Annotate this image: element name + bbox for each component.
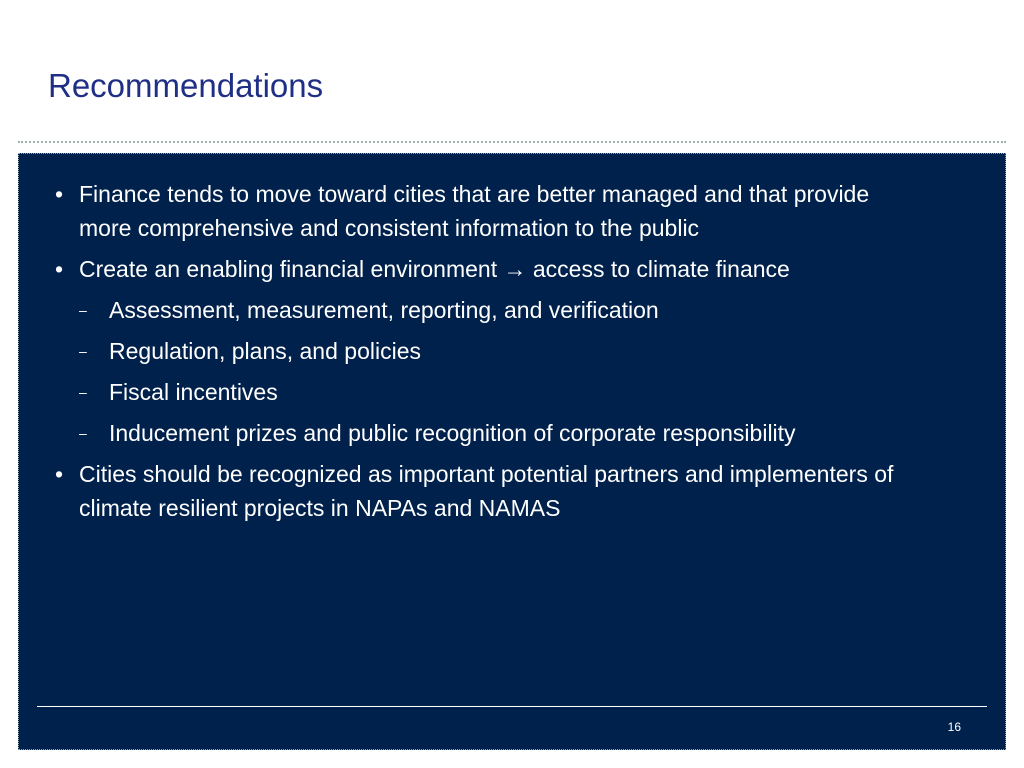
sub-bullet-assessment bbox=[79, 293, 919, 327]
footer-divider bbox=[37, 706, 987, 707]
slide-title: Recommendations bbox=[48, 67, 324, 104]
sub-bullet-regulation bbox=[79, 334, 919, 368]
content-panel bbox=[18, 153, 1006, 750]
bullet-list bbox=[19, 177, 919, 532]
bullet-text: Finance tends to move toward cities that are better managed and that provide more comprehensive and consistent information to the public bbox=[79, 181, 870, 241]
dash-marker: – bbox=[79, 425, 87, 441]
sub-bullet-fiscal-incentives bbox=[79, 375, 919, 409]
dash-marker: – bbox=[79, 384, 87, 400]
bullet-marker: • bbox=[55, 181, 64, 207]
sub-bullet-list bbox=[79, 293, 919, 450]
sub-bullet-text: Assessment, measurement, reporting, and verification bbox=[109, 297, 659, 323]
bullet-text: Create an enabling financial environment → access to climate finance bbox=[79, 256, 790, 282]
bullet-item-enabling-environment bbox=[19, 252, 919, 450]
bullet-marker: • bbox=[55, 256, 64, 282]
sub-bullet-text: Inducement prizes and public recognition of corporate responsibility bbox=[109, 420, 796, 446]
dash-marker: – bbox=[79, 302, 87, 318]
title-divider bbox=[18, 141, 1006, 143]
page-number: 16 bbox=[947, 720, 961, 734]
bullet-item-cities-partners bbox=[19, 457, 919, 525]
bullet-marker: • bbox=[55, 461, 64, 487]
bullet-text: Cities should be recognized as important potential partners and implementers of climate resilient projects in NAPAs and NAMAS bbox=[79, 461, 894, 521]
dash-marker: – bbox=[79, 343, 87, 359]
sub-bullet-inducement-prizes bbox=[79, 416, 919, 450]
sub-bullet-text: Regulation, plans, and policies bbox=[109, 338, 421, 364]
bullet-item-finance-cities bbox=[19, 177, 919, 245]
sub-bullet-text: Fiscal incentives bbox=[109, 379, 278, 405]
